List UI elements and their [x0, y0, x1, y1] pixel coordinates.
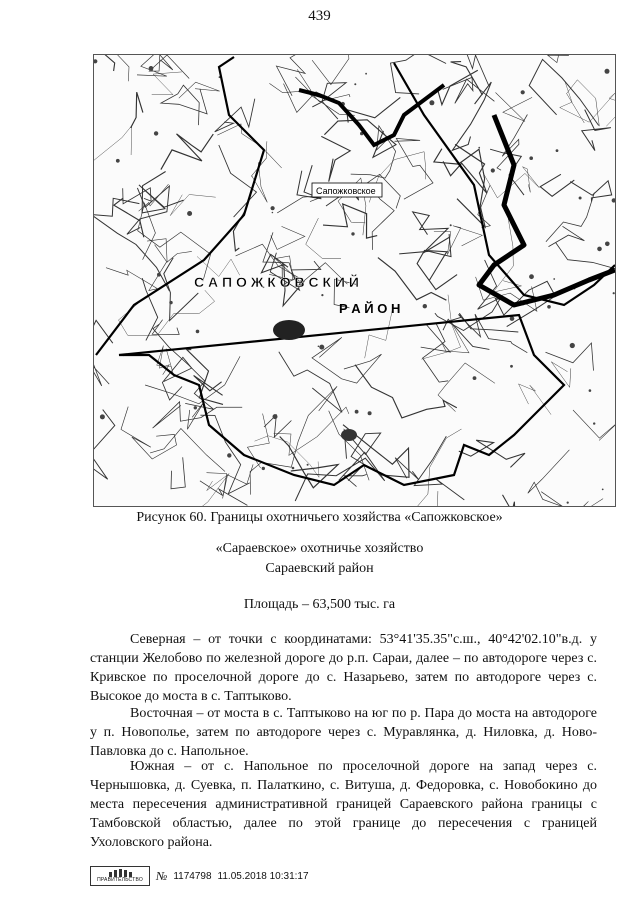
map-settlement-dot [521, 90, 525, 94]
map-settlement-dot [100, 414, 105, 419]
map-line [434, 149, 485, 227]
map-line [438, 363, 495, 412]
map-line [131, 92, 143, 128]
map-line [418, 429, 462, 506]
map-line [306, 218, 341, 259]
area-value: Площадь – 63,500 тыс. га [243, 597, 396, 612]
map-settlement-dot [491, 168, 495, 172]
map-settlement-dot [605, 242, 610, 247]
hunting-area-map [93, 54, 616, 507]
map-line [570, 181, 612, 202]
map-settlement-dot [368, 411, 372, 415]
map-line [399, 234, 451, 257]
map-line [106, 245, 167, 291]
map-line [150, 429, 225, 472]
figure-caption: Рисунок 60. Границы охотничьего хозяйства «Сапожковское» [136, 510, 503, 525]
map-line [271, 226, 305, 249]
map-settlement-dot [579, 197, 582, 200]
map-line [496, 93, 533, 122]
map-settlement-dot [354, 83, 356, 85]
map-line [94, 358, 109, 387]
page-number: 439 [308, 8, 331, 24]
map-settlement-dot [510, 365, 513, 368]
map-line [546, 343, 594, 371]
map-settlement-dot [547, 305, 551, 309]
forest-river-band [479, 115, 615, 305]
map-settlement-dot [589, 389, 592, 392]
document-number-sign: № [156, 868, 168, 883]
map-settlement-dot [94, 59, 97, 63]
map-settlement-dot [429, 100, 434, 105]
map-line [413, 212, 450, 253]
map-line [161, 134, 213, 170]
map-settlement-dot [227, 453, 231, 457]
map-line [94, 198, 169, 291]
map-settlement-dot [597, 247, 602, 252]
map-settlement-dot [271, 206, 275, 210]
top-boundary-segment [299, 85, 444, 145]
map-line [161, 85, 207, 125]
map-line [94, 126, 132, 161]
map-settlement-dot [570, 343, 575, 348]
map-line [351, 126, 396, 178]
map-settlement-dot [423, 304, 427, 308]
map-settlement-dot [157, 273, 161, 277]
map-settlement-dot [605, 69, 610, 74]
map-settlement-dot [567, 502, 569, 504]
map-line [312, 337, 382, 383]
town-sapozhok [273, 320, 305, 340]
boundary-south-text: Южная – от с. Напольное по проселочной дороге на запад через с. Чернышовка, д. Суевка, п. Палаткино, с. Витуша, д. Федоровка, с. Новобокино до места пересечения административной границей Сараевского района границы с Тамбовской областью, далее по этой границе до пересечения с границей Ухоловского района. [90, 759, 597, 850]
boundary-south [90, 757, 597, 852]
map-line [295, 452, 385, 501]
map-line [549, 226, 585, 246]
map-settlement-dot [187, 211, 192, 216]
map-settlement-dot [149, 66, 154, 71]
map-line [443, 319, 489, 349]
map-line [365, 311, 393, 359]
map-line [280, 437, 338, 488]
map-line [179, 82, 220, 98]
map-settlement-dot [510, 316, 515, 321]
map-district-label: С А П О Ж К О В С К И Й [194, 274, 359, 290]
map-line [94, 410, 115, 492]
boundary-north [90, 630, 597, 706]
map-line [534, 55, 569, 63]
map-settlement-dot [196, 330, 200, 334]
map-settlement-dot [355, 410, 359, 414]
stamp-text: ПРАВИТЕЛЬСТВО [97, 877, 143, 883]
map-line [452, 82, 491, 150]
map-settlement-dot [262, 467, 265, 470]
map-line [434, 226, 482, 255]
map-line [171, 457, 185, 489]
document-datetime: 11.05.2018 10:31:17 [217, 870, 309, 882]
map-line [279, 352, 342, 413]
map-line [519, 384, 552, 415]
map-line [421, 323, 451, 382]
map-settlement-dot [593, 422, 595, 424]
map-line [115, 55, 153, 81]
map-settlement-dot [318, 346, 320, 348]
map-line [395, 138, 434, 199]
map-line [546, 193, 595, 242]
map-settlement-dot [169, 301, 172, 304]
map-line [493, 495, 516, 506]
map-line [528, 450, 572, 506]
boundary-east [90, 704, 597, 761]
map-settlement-dot [613, 292, 615, 294]
map-line [183, 474, 229, 506]
government-stamp [90, 866, 150, 886]
map-settlement-dot [116, 159, 120, 163]
map-settlement-dot [321, 294, 323, 296]
building-icon [109, 869, 132, 877]
map-line [321, 136, 350, 181]
map-line [152, 72, 182, 95]
map-settlement-dot [273, 414, 278, 419]
map-line [187, 350, 223, 405]
map-settlement-dot [272, 212, 274, 214]
map-settlement-dot [292, 467, 295, 470]
map-line [119, 290, 215, 336]
map-settlement-dot [319, 345, 324, 350]
map-line [355, 365, 457, 418]
map-settlement-dot [154, 131, 158, 135]
map-settlement-dot [478, 147, 480, 149]
map-line [563, 499, 603, 506]
map-line [573, 410, 615, 440]
map-settlement-dot [529, 274, 534, 279]
map-settlement-dot [307, 464, 309, 466]
map-line [312, 55, 353, 85]
map-settlement-dot [553, 278, 555, 280]
map-line [540, 174, 574, 196]
map-settlement-dot [473, 376, 477, 380]
map-line [121, 407, 177, 459]
map-line [378, 258, 447, 301]
map-label-sapozhkovskoe: Сапожковское [316, 186, 376, 196]
document-footer [90, 866, 309, 886]
boundary-north-text: Северная – от точки с координатами: 53°41'35.35"с.ш., 40°42'02.10"в.д. у станции Желобово по железной дороге до р.п. Сараи, далее – по автодороге через с. Кривское по проселочной дороге до с. Назарьево, затем по автодороге через с. Высокое до моста в с. Таптыково. [90, 632, 597, 704]
settlement [341, 429, 357, 441]
map-line [170, 195, 216, 216]
map-district-label-2: Р А Й О Н [339, 301, 401, 316]
district-name: Сараевский район [265, 561, 374, 576]
map-settlement-dot [556, 149, 559, 152]
map-line [147, 239, 192, 262]
map-line [94, 55, 115, 71]
map-drawing [94, 55, 615, 506]
map-line [323, 204, 377, 238]
map-line [217, 124, 281, 168]
map-line [138, 203, 211, 281]
map-line [219, 145, 257, 217]
map-settlement-dot [194, 406, 197, 409]
map-settlement-dot [602, 489, 604, 491]
map-line [582, 110, 611, 151]
map-settlement-dot [450, 224, 452, 226]
document-number: 1174798 [173, 870, 212, 882]
map-line [556, 243, 615, 296]
map-line [529, 59, 599, 125]
boundary-east-text: Восточная – от моста в с. Таптыково на юг по р. Пара до моста на автодороге у п. Новополье, затем по автодороге через с. Муравлянка, д. Ниловка, д. Ново-Павловка до с. Напольное. [90, 706, 597, 759]
map-settlement-dot [351, 232, 354, 235]
map-line [451, 62, 483, 95]
map-line [560, 82, 615, 126]
map-settlement-dot [365, 73, 367, 75]
map-settlement-dot [612, 198, 615, 202]
map-settlement-dot [529, 156, 533, 160]
farm-name: «Сараевское» охотничье хозяйство [215, 541, 424, 556]
